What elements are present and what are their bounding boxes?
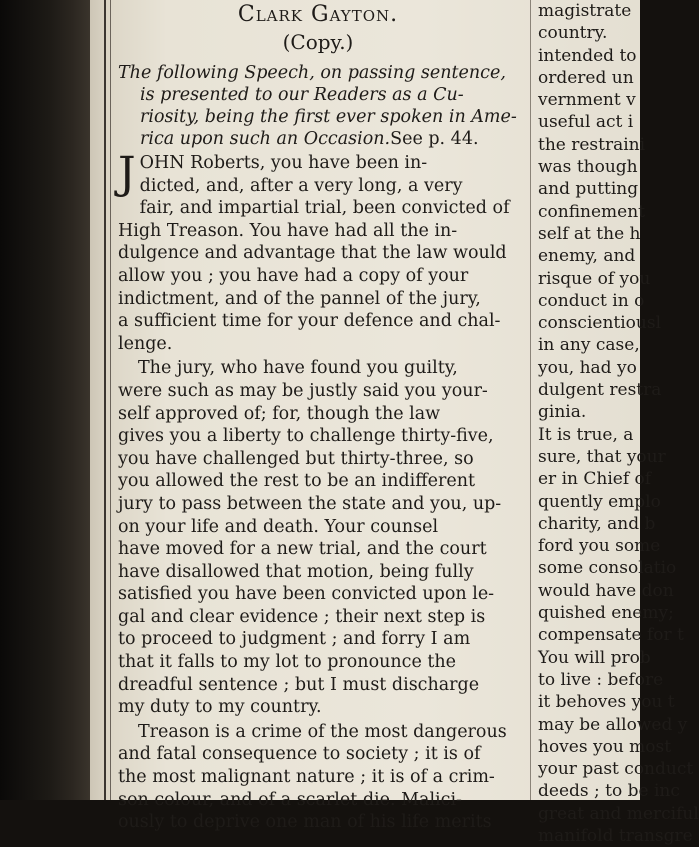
paragraph-line: ously to deprive one man of his life merits	[118, 812, 492, 833]
paragraph-line: gives you a liberty to challenge thirty-five,	[118, 426, 494, 447]
column-line: compensate for t	[538, 625, 684, 646]
column-line: your past conduct	[538, 759, 694, 780]
column-separator	[530, 0, 531, 800]
column-line: was though	[538, 157, 638, 178]
paragraph-line: satisfied you have been convicted upon le-	[118, 584, 495, 605]
column-line: hoves you most	[538, 736, 672, 757]
paragraph-line: indictment, and of the pannel of the jury,	[118, 288, 481, 309]
column-line: magistrate	[538, 1, 632, 21]
paragraph-line: High Treason. You have had all the in-	[118, 220, 458, 241]
column-line: enemy, and	[538, 246, 636, 267]
paragraph-line: were such as may be justly said you your-	[118, 380, 488, 401]
paragraph-line: my duty to my country.	[118, 697, 322, 718]
column-line: conscientiousl	[538, 313, 662, 334]
drop-cap: J	[118, 148, 136, 199]
column-line: ordered un	[538, 67, 634, 88]
column-line: country.	[538, 23, 608, 44]
paragraph-line: the most malignant nature ; it is of a crim-	[118, 767, 495, 788]
column-line: er in Chief of	[538, 469, 652, 490]
paragraph-line: Treason is a crime of the most dangerous	[138, 721, 507, 742]
article-heading: Clark Gayton.	[237, 2, 399, 27]
paragraph-line: dreadful sentence ; but I must discharge	[118, 674, 480, 695]
column-line: the restraini	[538, 134, 646, 155]
book-binding	[0, 0, 90, 800]
paragraph-line: you allowed the rest to be an indifferent	[118, 471, 476, 492]
column-line: It is true, a	[538, 424, 634, 445]
column-line: conduct in o	[538, 290, 645, 311]
column-line: You will prob	[538, 647, 651, 668]
column-line: self at the h	[538, 223, 641, 244]
column-line: ford you some	[538, 536, 661, 557]
paragraph-line: son colour, and of a scarlet die. Malici-	[118, 789, 462, 810]
paragraph-line: lenge.	[118, 333, 173, 354]
column-line: sure, that your	[538, 446, 666, 467]
intro-line: is presented to our Readers as a Cu-	[140, 85, 464, 105]
column-line: ginia.	[538, 402, 587, 423]
intro-line: rica upon such an Occasion.	[140, 129, 391, 149]
paragraph-3	[118, 721, 518, 834]
paragraph-line: that it falls to my lot to pronounce the	[118, 652, 457, 673]
column-line: dulgent restra	[538, 380, 662, 401]
paragraph-line: The jury, who have found you guilty,	[138, 358, 458, 379]
column-line: quently emplo	[538, 491, 661, 512]
column-line: and putting	[538, 179, 639, 200]
paragraph-line: and fatal consequence to society ; it is of	[118, 744, 481, 765]
paragraph-line: dicted, and, after a very long, a very	[139, 175, 463, 196]
column-line: great and merciful	[538, 803, 699, 824]
column-line: deeds ; to be inc	[538, 781, 680, 802]
intro-line: riosity, being the first ever spoken in Ame-	[140, 107, 517, 127]
paragraph-line: to proceed to judgment ; and forry I am	[118, 629, 471, 650]
paragraph-line: gal and clear evidence ; their next step is	[118, 606, 486, 627]
paragraph-line: have disallowed that motion, being fully	[118, 561, 474, 582]
column-rule-inner	[110, 0, 111, 800]
paragraph-line: self approved of; for, though the law	[118, 403, 441, 424]
intro-line: The following Speech, on passing sentence,	[118, 63, 506, 83]
column-line: it behoves you t	[538, 692, 675, 713]
column-line: to live : before	[538, 669, 664, 690]
article-subheading: (Copy.)	[282, 30, 354, 54]
column-line: quished enemy;	[538, 603, 674, 624]
column-line: vernment v	[538, 90, 636, 111]
article-column	[118, 0, 518, 833]
paragraph-line: allow you ; you have had a copy of your	[118, 265, 469, 286]
column-line: would have don	[538, 580, 674, 601]
column-line: charity, and b	[538, 513, 656, 534]
column-line: some consolatio	[538, 558, 677, 579]
column-line: manifold transgre	[538, 825, 693, 846]
paragraph-line: fair, and impartial trial, been convicted of	[139, 198, 510, 219]
column-line: confinement	[538, 201, 646, 222]
column-rule-outer	[104, 0, 106, 800]
paragraph-line: dulgence and advantage that the law would	[118, 243, 507, 264]
paragraph-line: a sufficient time for your defence and chal-	[118, 311, 501, 332]
paragraph-2	[118, 357, 518, 719]
article-intro	[118, 62, 518, 150]
column-line: risque of you	[538, 268, 651, 289]
newspaper-page	[90, 0, 699, 846]
column-line: intended to	[538, 45, 637, 66]
column-line: in any case,	[538, 335, 640, 356]
column-line: may be allowed y	[538, 714, 688, 735]
adjacent-column	[538, 0, 699, 846]
paragraph-line: jury to pass between the state and you, up-	[118, 493, 502, 514]
paragraph-line: OHN Roberts, you have been in-	[139, 153, 428, 173]
column-line: useful act i	[538, 112, 634, 133]
page-reference: See p. 44.	[390, 129, 479, 149]
paragraph-line: have moved for a new trial, and the court	[118, 539, 487, 560]
paragraph-line: you have challenged but thirty-three, so	[118, 448, 474, 469]
column-line: you, had yo	[538, 357, 637, 378]
paragraph-line: on your life and death. Your counsel	[118, 516, 439, 537]
paragraph-1	[118, 148, 518, 355]
